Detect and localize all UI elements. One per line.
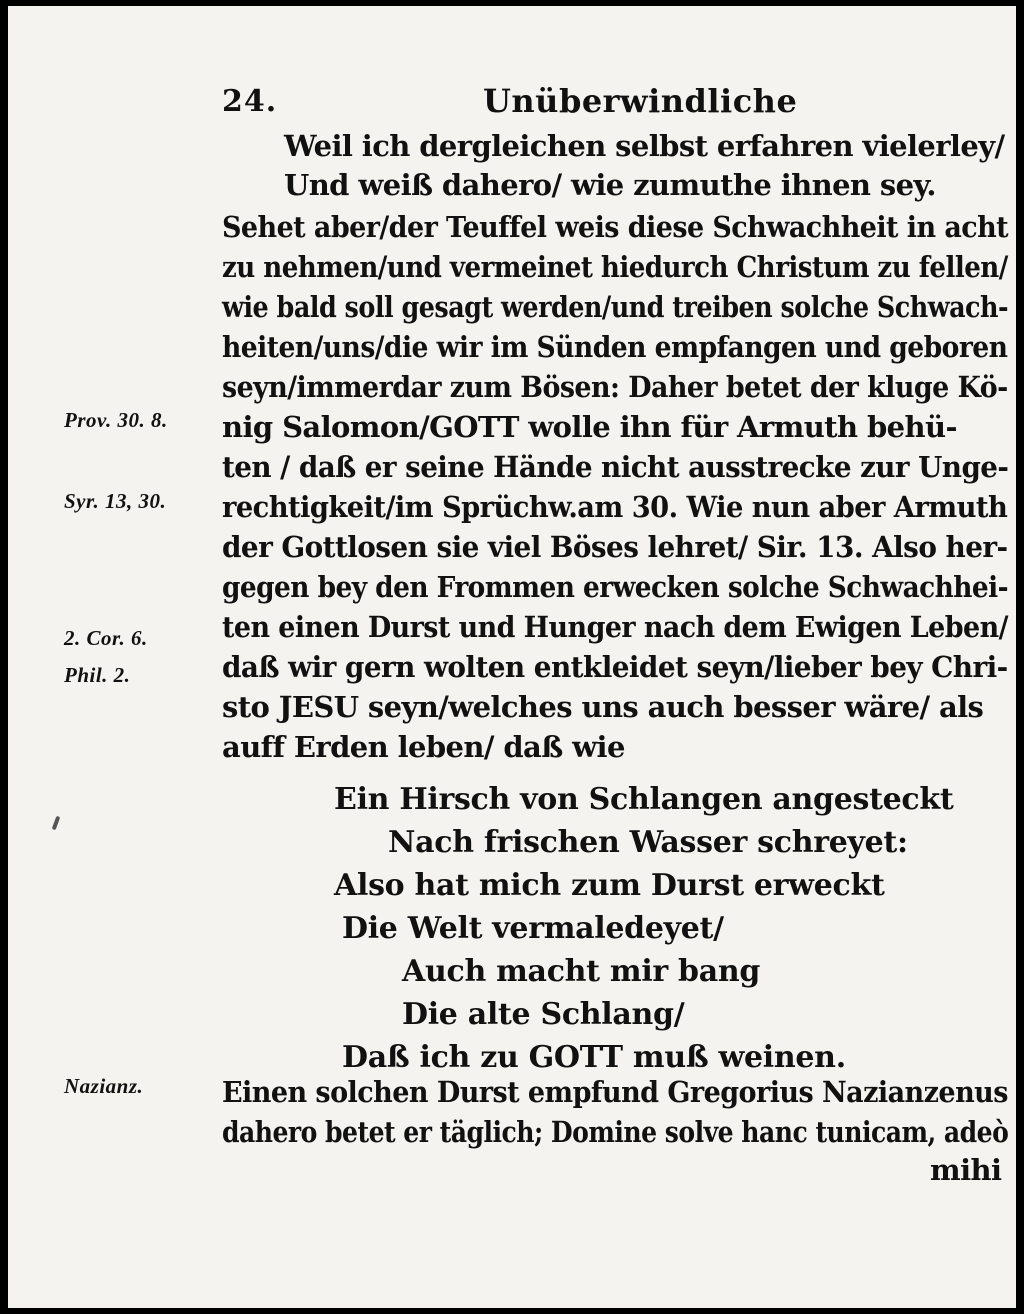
body-line: ten / daß er seine Hände nicht ausstrecke zur Unge-: [222, 450, 1009, 484]
body-line: heiten/uns/die wir im Sünden empfangen und geboren: [222, 330, 1008, 364]
verse-line: Daß ich zu GOTT muß weinen.: [342, 1040, 846, 1075]
ink-speck: [52, 816, 61, 831]
verse-line: Also hat mich zum Durst erweckt: [334, 868, 885, 903]
margin-note: Syr. 13, 30.: [64, 489, 167, 513]
body-line: auff Erden leben/ daß wie: [222, 730, 625, 764]
body-line: Weil ich dergleichen selbst erfahren vielerley/: [284, 129, 1005, 163]
body-line: seyn/immerdar zum Bösen: Daher betet der kluge Kö-: [222, 370, 1008, 404]
book-page: [8, 6, 1016, 1308]
body-line: sto JESU seyn/welches uns auch besser wäre/ als: [222, 690, 984, 724]
body-line: zu nehmen/und vermeinet hiedurch Christum zu fellen/: [222, 250, 1008, 284]
body-line: gegen bey den Frommen erwecken solche Schwachhei-: [222, 570, 1009, 604]
page-number: 24.: [222, 84, 278, 119]
body-line: Und weiß dahero/ wie zumuthe ihnen sey.: [284, 168, 936, 202]
body-line: daß wir gern wolten entkleidet seyn/lieber bey Chri-: [222, 650, 1008, 684]
running-title: Unüberwindliche: [483, 82, 798, 120]
verse-line: Ein Hirsch von Schlangen angesteckt: [334, 782, 954, 817]
body-line: dahero betet er täglich; Domine solve hanc tunicam, adeò: [222, 1115, 1009, 1149]
margin-note: Phil. 2.: [64, 663, 131, 687]
body-line: wie bald soll gesagt werden/und treiben solche Schwach-: [222, 290, 1009, 324]
body-line: nig Salomon/GOTT wolle ihn für Armuth behü-: [222, 410, 957, 444]
margin-note: Nazianz.: [64, 1074, 144, 1098]
margin-note: 2. Cor. 6.: [64, 626, 148, 650]
verse-line: Die alte Schlang/: [402, 997, 685, 1032]
body-line: ten einen Durst und Hunger nach dem Ewigen Leben/: [222, 610, 1008, 644]
verse-line: Nach frischen Wasser schreyet:: [388, 825, 908, 860]
verse-line: Die Welt vermaledeyet/: [342, 911, 724, 946]
margin-note: Prov. 30. 8.: [64, 408, 168, 432]
body-line: rechtigkeit/im Sprüchw.am 30. Wie nun aber Armuth: [222, 490, 1008, 524]
body-line: Sehet aber/der Teuffel weis diese Schwachheit in acht: [222, 210, 1009, 244]
body-line: Einen solchen Durst empfund Gregorius Nazianzenus: [222, 1075, 1008, 1109]
body-line: der Gottlosen sie viel Böses lehret/ Sir. 13. Also her-: [222, 530, 1008, 564]
catchword: mihi: [930, 1153, 1002, 1187]
verse-line: Auch macht mir bang: [402, 954, 761, 989]
